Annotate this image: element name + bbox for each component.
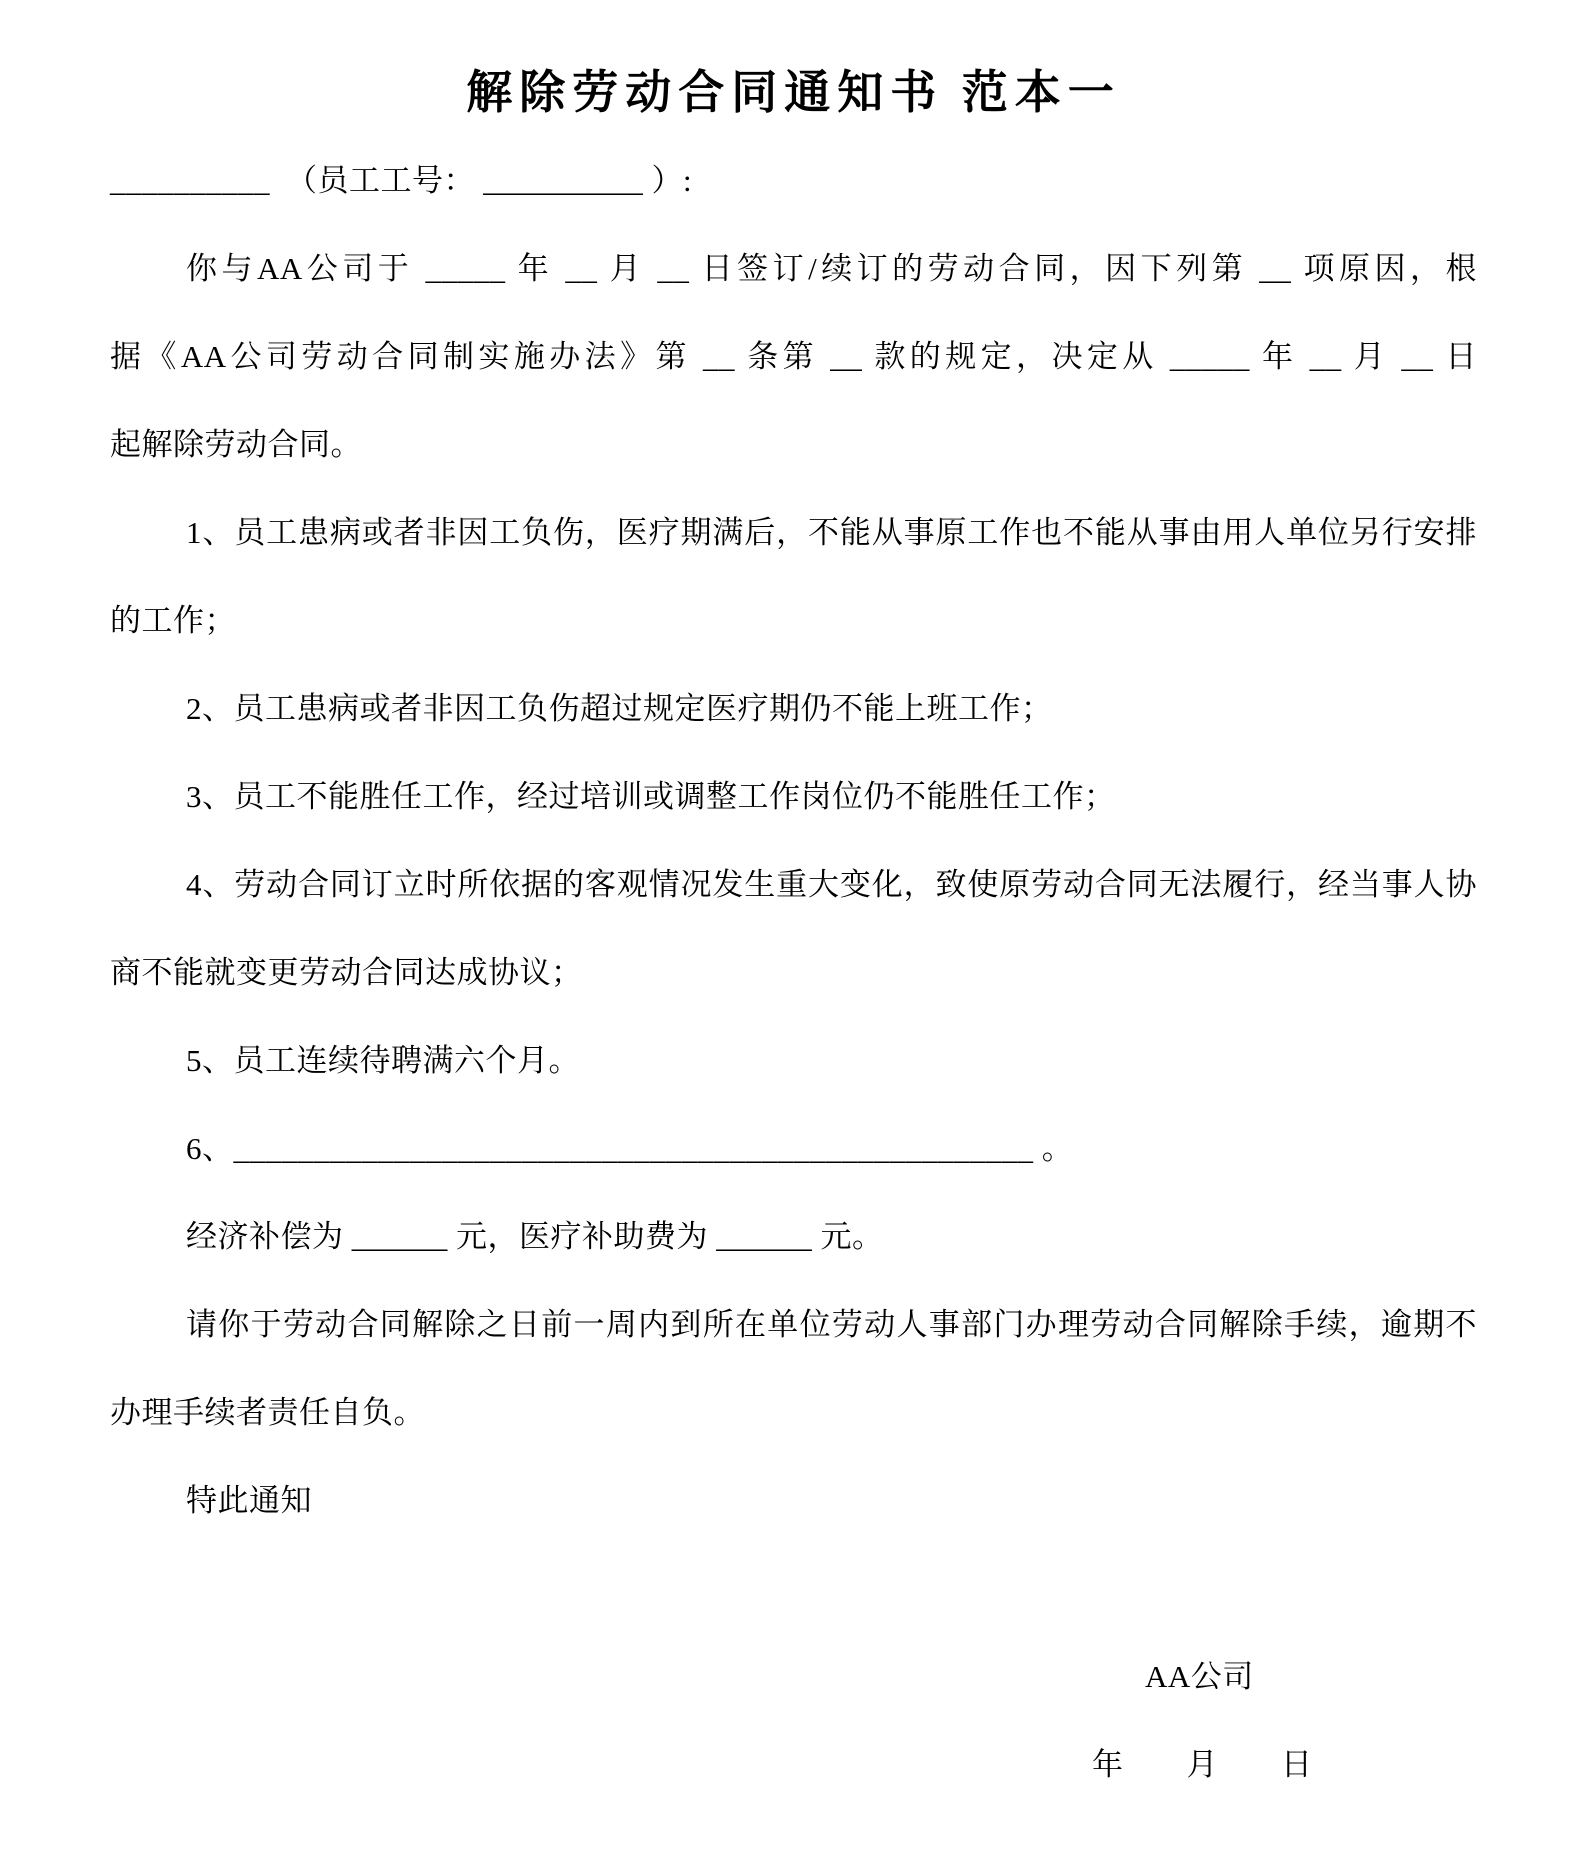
document-line-signature-date: 年 月 日 [1092, 1747, 1313, 1782]
document-line-list-item: 2、员工患病或者非因工负伤超过规定医疗期仍不能上班工作； [186, 691, 1053, 726]
document-line-list-item: 5、员工连续待聘满六个月。 [186, 1043, 580, 1078]
document-title: 解除劳动合同通知书 范本一 [466, 67, 1121, 118]
document-line-list-item: 4、劳动合同订立时所依据的客观情况发生重大变化，致使原劳动合同无法履行，经当事人协 [186, 867, 1477, 902]
document-line-body: 据《AA公司劳动合同制实施办法》第 __ 条第 __ 款的规定，决定从 _____ 年 __ 月 __ 日 [110, 339, 1477, 374]
document-line-list-item: 6、__________________________________________________ 。 [186, 1131, 1074, 1166]
document-line-body: 特此通知 [186, 1483, 312, 1518]
document-line-list-item: 3、员工不能胜任工作，经过培训或调整工作岗位仍不能胜任工作； [186, 779, 1116, 814]
document-body [110, 137, 1477, 1809]
document-line-body: 办理手续者责任自负。 [110, 1395, 425, 1430]
document-line-body: 请你于劳动合同解除之日前一周内到所在单位劳动人事部门办理劳动合同解除手续，逾期不 [186, 1307, 1477, 1342]
document-line-list-item: 的工作； [110, 603, 236, 638]
document-line-salutation: __________ （员工工号： __________ ）: [110, 163, 693, 198]
document-line-body: 起解除劳动合同。 [110, 427, 362, 462]
document-line-body: 经济补偿为 ______ 元，医疗补助费为 ______ 元。 [186, 1219, 884, 1254]
document-line-signature-company: AA公司 [1145, 1659, 1254, 1694]
document-line-list-item: 商不能就变更劳动合同达成协议； [110, 955, 583, 990]
document-line-list-item: 1、员工患病或者非因工负伤，医疗期满后，不能从事原工作也不能从事由用人单位另行安排 [186, 515, 1477, 550]
document-line-body: 你与AA公司于 _____ 年 __ 月 __ 日签订/续订的劳动合同，因下列第 __ 项原因，根 [186, 251, 1477, 286]
document-line-spacer [110, 1545, 1477, 1633]
